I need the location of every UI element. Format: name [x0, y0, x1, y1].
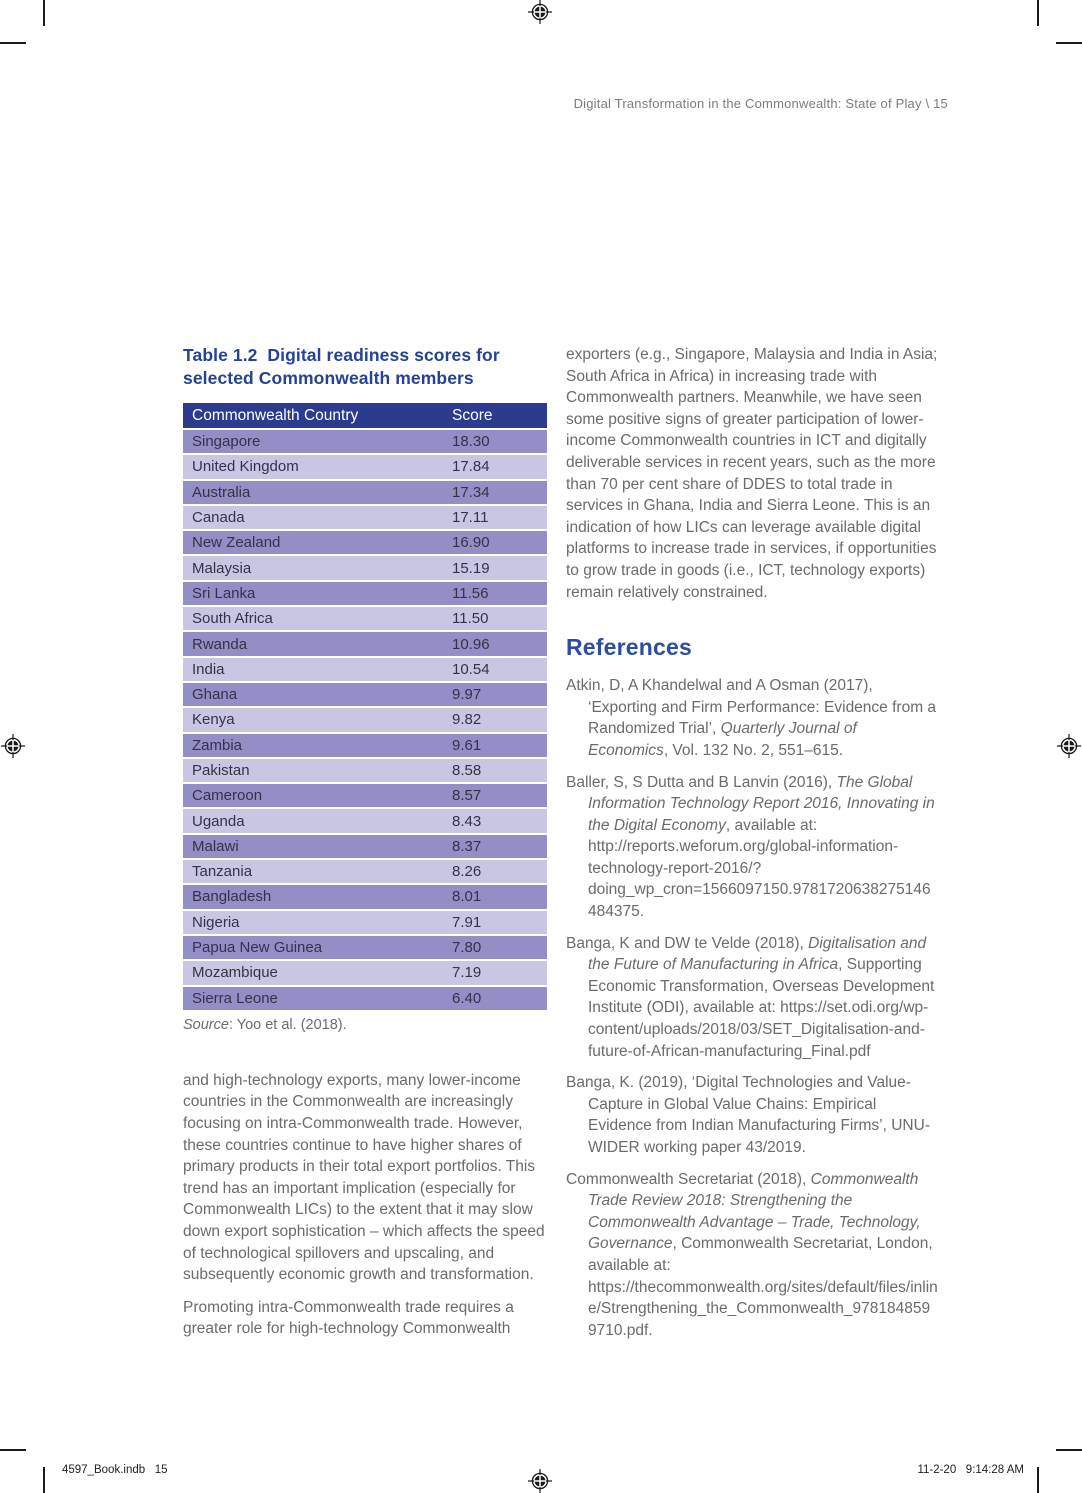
table-row — [183, 759, 547, 782]
country-cell: New Zealand — [192, 534, 281, 552]
score-cell: 11.56 — [452, 584, 489, 602]
table-body — [183, 430, 547, 1010]
reference-item: Banga, K and DW te Velde (2018), Digitalisation and the Future of Manufacturing in Africa, Supporting Economic Transformation, Overseas Development Institute (ODI), available at: https://set.odi.org/wp-content/uploads/2018/03/SET_Digitalisation-and-future-of-African-manufacturing_Final.pdf — [566, 934, 935, 1060]
score-cell: 8.57 — [452, 787, 482, 805]
score-cell: 10.54 — [452, 660, 490, 678]
registration-mark-icon — [1056, 733, 1082, 759]
score-cell: 15.19 — [452, 559, 490, 577]
table-row — [183, 784, 547, 807]
body-paragraph: exporters (e.g., Singapore, Malaysia and India in Asia; South Africa in Africa) in increasing trade with Commonwealth partners. Meanwhile, we have seen some positive signs of greater participation of lower-income Commonwealth countries in ICT and digitally deliverable services in recent years, such as the more than 70 per cent share of DDES to total trade in services in Ghana, India and Sierra Leone. This is an indication of how LICs can leverage available digital platforms to increase trade in services, if opportunities to grow trade in goods (i.e., ICT, technology exports) remain relatively constrained. — [566, 346, 938, 601]
table-row — [183, 860, 547, 883]
table-row — [183, 961, 547, 984]
score-cell: 16.90 — [452, 534, 490, 552]
table-row — [183, 607, 547, 630]
reference-item: Commonwealth Secretariat (2018), Commonwealth Trade Review 2018: Strengthening the Commonwealth Advantage – Trade, Technology, Governance, Commonwealth Secretariat, London, available at: https://thecommonwealth.org/sites/default/files/inline/Strengthening_the_Commonwealth_9781848599710.pdf. — [566, 1170, 938, 1339]
score-cell: 7.91 — [452, 913, 482, 931]
left-column — [183, 344, 547, 1351]
country-cell: United Kingdom — [192, 458, 299, 476]
country-cell: Uganda — [192, 812, 245, 830]
footer-file-slug: 4597_Book.indb 15 — [62, 1464, 168, 1476]
left-paragraphs — [183, 1070, 547, 1340]
crop-mark-icon — [1056, 1449, 1082, 1451]
table-row — [183, 556, 547, 579]
country-cell: Malawi — [192, 837, 239, 855]
country-cell: Sri Lanka — [192, 584, 256, 602]
body-paragraph: Promoting intra-Commonwealth trade requires a greater role for high-technology Commonwealth — [183, 1298, 514, 1338]
country-cell: Pakistan — [192, 762, 250, 779]
reference-item: Atkin, D, A Khandelwal and A Osman (2017), ‘Exporting and Firm Performance: Evidence from a Randomized Trial’, Quarterly Journal of Economics, Vol. 132 No. 2, 551–615. — [566, 677, 937, 759]
score-cell: 17.11 — [452, 509, 489, 527]
table-row — [183, 835, 547, 858]
score-cell: 18.30 — [452, 433, 490, 451]
country-cell: Ghana — [192, 686, 238, 704]
source-note: Source: Yoo et al. (2018). — [183, 1016, 347, 1033]
table-row — [183, 481, 547, 504]
table-row — [183, 658, 547, 681]
score-cell: 8.26 — [452, 863, 482, 881]
table-row — [183, 885, 547, 908]
column-header-score: Score — [452, 406, 493, 424]
crop-mark-icon — [43, 0, 45, 26]
country-cell: Canada — [192, 509, 245, 527]
reference-item: Baller, S, S Dutta and B Lanvin (2016), The Global Information Technology Report 2016, Innovating in the Digital Economy, available at: http://reports.weforum.org/global-information-technology-report-2016/?doing_wp_cron=1566097150.9781720638275146484375. — [566, 773, 935, 921]
table-row — [183, 632, 547, 655]
country-cell: Cameroon — [192, 787, 263, 805]
country-cell: Mozambique — [192, 964, 278, 982]
score-cell: 9.82 — [452, 711, 482, 729]
registration-mark-icon — [527, 0, 553, 25]
table-row — [183, 911, 547, 934]
reference-item: Banga, K. (2019), ‘Digital Technologies and Value-Capture in Global Value Chains: Empirical Evidence from Indian Manufacturing Firms’, UNU-WIDER working paper 43/2019. — [566, 1074, 930, 1156]
references-list — [566, 675, 938, 1341]
score-cell: 8.58 — [452, 762, 482, 779]
score-cell: 7.19 — [452, 964, 482, 982]
table-header-row — [183, 403, 547, 428]
crop-mark-icon — [0, 1449, 26, 1451]
table-row — [183, 734, 547, 757]
score-cell: 10.96 — [452, 635, 490, 653]
running-header: Digital Transformation in the Commonwealth: State of Play \ 15 — [573, 96, 948, 111]
crop-mark-icon — [1037, 1467, 1039, 1493]
country-cell: Malaysia — [192, 559, 252, 577]
right-column — [566, 344, 938, 1351]
country-cell: Kenya — [192, 711, 235, 729]
readiness-table — [183, 403, 547, 1010]
crop-mark-icon — [43, 1467, 45, 1493]
table-row — [183, 430, 547, 453]
table-row — [183, 987, 547, 1010]
registration-mark-icon — [0, 733, 26, 759]
body-paragraph: and high-technology exports, many lower-income countries in the Commonwealth are increasingly focusing on intra-Commonwealth trade. However, these countries continue to have higher shares of primary products in their total export portfolios. This trend has an important implication (especially for Commonwealth LICs) to the extent that it may slow down export sophistication – which affects the speed of technological spillovers and upscaling, and subsequently economic growth and transformation. — [183, 1071, 545, 1284]
crop-mark-icon — [0, 42, 26, 44]
score-cell: 7.80 — [452, 939, 482, 957]
score-cell: 11.50 — [452, 610, 489, 628]
table-title: Table 1.2 Digital readiness scores for selected Commonwealth members — [183, 345, 500, 388]
score-cell: 9.97 — [452, 686, 482, 704]
crop-mark-icon — [1056, 42, 1082, 44]
country-cell: South Africa — [192, 610, 273, 628]
registration-mark-icon — [527, 1468, 553, 1493]
score-cell: 6.40 — [452, 989, 482, 1007]
country-cell: Tanzania — [192, 863, 253, 881]
score-cell: 9.61 — [452, 736, 482, 754]
table-row — [183, 455, 547, 478]
footer-timestamp-slug: 11-2-20 9:14:28 AM — [917, 1464, 1024, 1476]
score-cell: 8.37 — [452, 837, 482, 855]
country-cell: Bangladesh — [192, 888, 272, 906]
country-cell: Australia — [192, 483, 251, 501]
country-cell: India — [192, 660, 225, 678]
table-row — [183, 683, 547, 706]
table-row — [183, 708, 547, 731]
crop-mark-icon — [1037, 0, 1039, 26]
country-cell: Nigeria — [192, 913, 240, 931]
score-cell: 8.43 — [452, 812, 482, 830]
table-row — [183, 809, 547, 832]
table-row — [183, 582, 547, 605]
score-cell: 17.34 — [452, 483, 490, 501]
table-row — [183, 936, 547, 959]
table-row — [183, 506, 547, 529]
score-cell: 17.84 — [452, 458, 490, 476]
country-cell: Sierra Leone — [192, 989, 278, 1007]
score-cell: 8.01 — [452, 888, 482, 906]
column-header-country: Commonwealth Country — [192, 406, 359, 424]
country-cell: Rwanda — [192, 635, 248, 653]
country-cell: Zambia — [192, 736, 243, 754]
table-row — [183, 531, 547, 554]
country-cell: Singapore — [192, 433, 261, 451]
country-cell: Papua New Guinea — [192, 939, 323, 957]
references-heading: References — [566, 634, 693, 661]
